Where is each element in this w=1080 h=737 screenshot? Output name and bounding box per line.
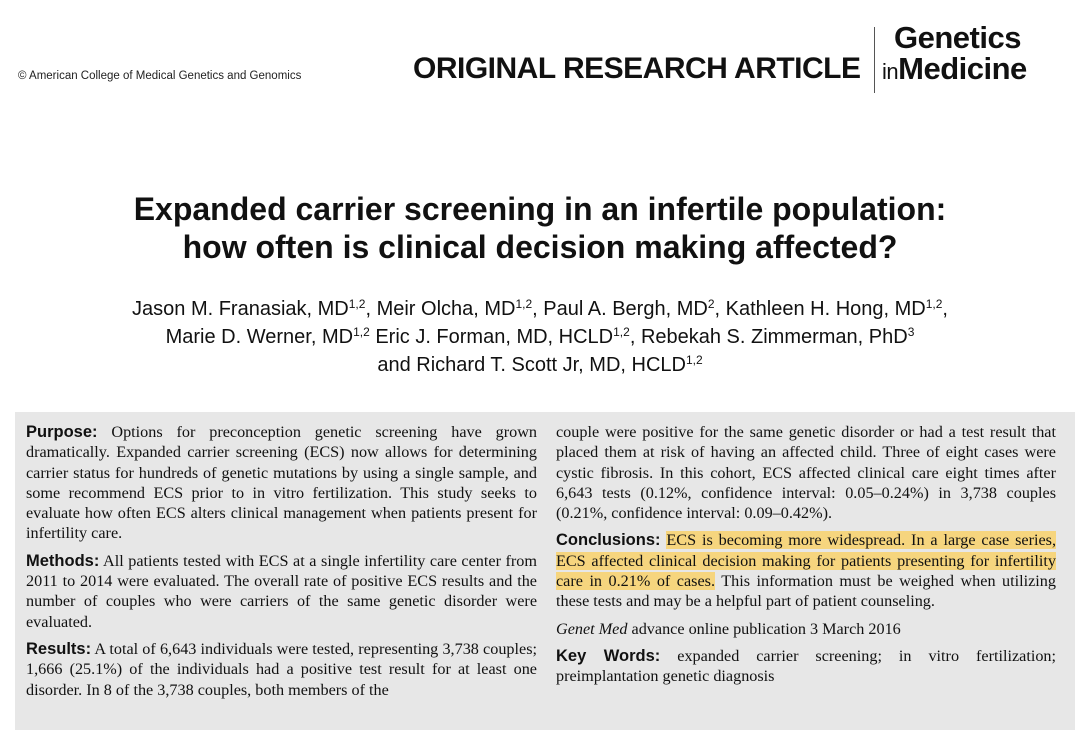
author-affiliation: 3 [907,325,915,339]
author-name: Kathleen H. Hong, MD [725,298,926,320]
header-divider [874,27,875,93]
author-name: Eric J. Forman, MD, HCLD [375,326,614,348]
keywords-text: expanded carrier screening; in vitro fertilization; preimplantation genetic diagnosis [556,646,1057,686]
conclusions-text: This information must be weighed when utilizing these tests and may be a helpful part of patient counseling. [556,572,1056,611]
author-name: Meir Olcha, MD [376,298,516,320]
author-name: Marie D. Werner, MD [165,326,354,348]
copyright-notice: © American College of Medical Genetics and Genomics [18,70,302,82]
purpose-heading: Purpose: [26,423,98,441]
conclusions-heading: Conclusions: [556,531,661,550]
results-text: A total of 6,643 individuals were tested, representing 3,738 couples; 1,666 (25.1%) of the individuals had a positive test result for at least one disorder. In 8 of the 3,738 couples, both members of the [26,639,537,699]
article-title-line2: how often is clinical decision making affected? [182,229,898,265]
author-line-2: Marie D. Werner, MD$^{1,2}$ Eric J. Forman, MD, HCLD$^{1,2}$, Rebekah S. Zimmerman, PhD$^3$ [165,325,915,348]
keywords-heading: Key Words: [556,646,661,665]
methods-heading: Methods: [26,551,100,570]
citation-journal: Genet Med [556,619,628,638]
abstract-results [26,639,537,700]
citation-line [556,619,1056,639]
author-line-1: Jason M. Franasiak, MD$^{1,2}$, Meir Olcha, MD$^{1,2}$, Paul A. Bergh, $MD^2$, Kathleen H. Hong, MD$^{1,2}$, [132,297,948,320]
conclusions-highlighted-text: ECS is becoming more widespread. In a large case series, ECS affected clinical decision making for patients presenting for infertility care in 0.21% of cases. [556,531,1057,591]
results-heading: Results: [26,639,92,658]
author-affiliation: 1,2 [613,325,630,339]
article-type-label: ORIGINAL RESEARCH ARTICLE [413,52,861,85]
author-affiliation: 1,2 [348,297,366,311]
journal-logo-prefix: in [882,59,899,84]
article-title [0,190,1080,266]
journal-logo-line2 [882,53,1027,87]
article-title-line1: Expanded carrier screening in an infertile population: [133,191,947,227]
author-affiliation: 1,2 [353,325,370,339]
methods-text: All patients tested with ECS at a single infertility care center from 2011 to 2014 were evaluated. The overall rate of positive ECS results and the number of couples who were carriers of the same genetic disorder were evaluated. [26,551,537,631]
journal-logo-line1: Genetics [894,20,1021,55]
author-line-3 [0,351,1080,379]
journal-logo [882,22,1027,87]
author-affiliation: 1,2 [925,297,943,311]
author-name: and Richard T. Scott Jr, MD, HCLD [377,354,686,376]
abstract-box [15,412,1075,730]
abstract-column-right [556,422,1056,694]
abstract-results-continued: couple were positive for the same genetic disorder or had a test result that placed them at risk of having an affected child. Three of eight cases were cystic fibrosis. In this cohort, ECS affected clinical care eight times after 6,643 tests (0.12%, confidence interval: 0.05–0.24%) in 3,738 couples (0.21%, confidence interval: 0.09–0.42%). [556,423,1056,523]
author-list [0,295,1080,379]
author-affiliation: 1,2 [685,353,703,367]
citation-text: advance online publication 3 March 2016 [627,619,901,638]
abstract-purpose [26,422,537,544]
author-affiliation: 1,2 [515,297,533,311]
abstract-conclusions [556,530,1056,611]
abstract-keywords [556,646,1056,687]
author-name: Paul A. Bergh, MD [543,298,708,320]
author-affiliation: 2 [707,297,715,311]
author-name: Jason M. Franasiak, MD [132,298,349,320]
journal-logo-main: Medicine [898,51,1027,86]
purpose-text: Options for preconception genetic screening have grown dramatically. Expanded carrier screening (ECS) now allows for determining carrier status for hundreds of genetic mutations by using a single sample, and some recommend ECS prior to in vitro fertilization. This study seeks to evaluate how often ECS alters clinical management when patients present for infertility care. [26,423,537,543]
abstract-column-left [26,422,537,707]
author-name: Rebekah S. Zimmerman, PhD [640,326,908,348]
abstract-methods [26,551,537,632]
